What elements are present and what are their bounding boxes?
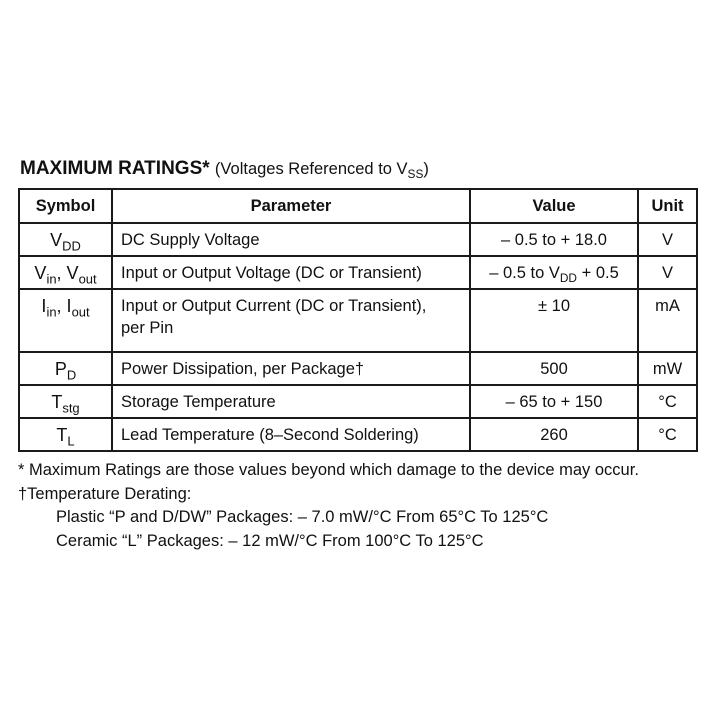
value-cell: – 65 to + 150: [470, 385, 638, 418]
parameter-cell: Input or Output Voltage (DC or Transient): [112, 256, 470, 289]
parameter-cell: Power Dissipation, per Package†: [112, 352, 470, 385]
value-cell: 500: [470, 352, 638, 385]
symbol-cell: $T_L$: [19, 418, 112, 451]
symbol-cell: $P_D$: [19, 352, 112, 385]
parameter-cell: Storage Temperature: [112, 385, 470, 418]
table-row: [19, 385, 697, 418]
symbol-cell: $I_{in}$, $I_{out}$: [19, 289, 112, 352]
title-main: MAXIMUM RATINGS*: [20, 158, 210, 179]
parameter-cell: Input or Output Current (DC or Transient), per Pin: [112, 289, 470, 352]
table-title: [20, 158, 429, 180]
value-cell: ± 10: [470, 289, 638, 352]
table-row: [19, 256, 697, 289]
footnote-max-ratings: * Maximum Ratings are those values beyond which damage to the device may occur.: [18, 461, 639, 479]
unit-cell: V: [638, 256, 697, 289]
footnote-ceramic: Ceramic “L” Packages: – 12 mW/°C From 100°C To 125°C: [56, 531, 484, 550]
value-cell: 260: [470, 418, 638, 451]
symbol-cell: $V_{DD}$: [19, 223, 112, 256]
table-row: [19, 223, 697, 256]
footnote-plastic: Plastic “P and D/DW” Packages: – 7.0 mW/°C From 65°C To 125°C: [56, 508, 549, 526]
footnote-derating-title: †Temperature Derating:: [18, 484, 192, 503]
parameter-cell: DC Supply Voltage: [112, 223, 470, 256]
footnotes: [18, 459, 639, 553]
symbol-cell: $V_{in}$, $V_{out}$: [19, 256, 112, 289]
unit-cell: °C: [638, 418, 697, 451]
ratings-table: [18, 188, 698, 452]
header-symbol: Symbol: [19, 189, 112, 223]
header-value: Value: [470, 189, 638, 223]
value-cell: – 0.5 to + 18.0: [470, 223, 638, 256]
unit-cell: °C: [638, 385, 697, 418]
unit-cell: mW: [638, 352, 697, 385]
table-row: [19, 289, 697, 352]
value-cell: – 0.5 to $V_{DD} + 0.5$: [470, 256, 638, 289]
table-row: [19, 418, 697, 451]
unit-cell: V: [638, 223, 697, 256]
header-row: [19, 189, 697, 223]
title-note: (Voltages Referenced to $V_{SS}$): [214, 160, 429, 182]
header-unit: Unit: [638, 189, 697, 223]
unit-cell: mA: [638, 289, 697, 352]
symbol-cell: $T_{stg}$: [19, 385, 112, 418]
header-parameter: Parameter: [112, 189, 470, 223]
parameter-cell: Lead Temperature (8–Second Soldering): [112, 418, 470, 451]
table-row: [19, 352, 697, 385]
